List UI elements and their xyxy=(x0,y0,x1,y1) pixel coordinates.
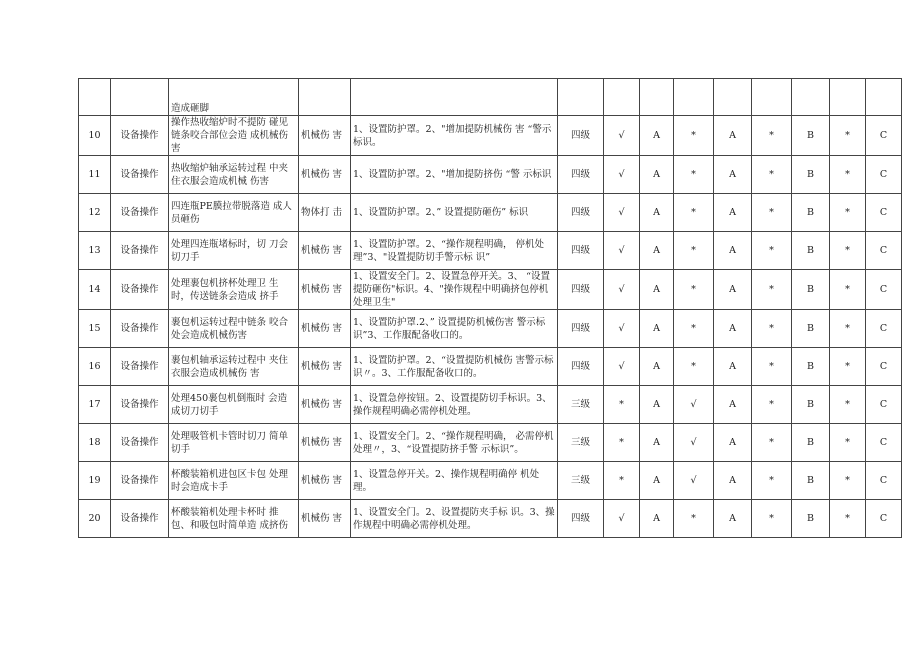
cell-mark: √ xyxy=(674,424,714,462)
cell-level: 四级 xyxy=(558,194,604,232)
cell-mark: A xyxy=(640,424,674,462)
cell-level: 四级 xyxy=(558,156,604,194)
cell-mark: * xyxy=(830,386,866,424)
cell-harm: 机械伤 害 xyxy=(299,462,351,500)
cell-mark: A xyxy=(714,156,752,194)
cell-measure: 1、设置安全门。2、设置急停开关。3、 “设置提防砸伤"标识。4、"操作规程中明确挤包停机处理卫生" xyxy=(351,270,558,310)
cell-harm: 机械伤 害 xyxy=(299,116,351,156)
cell-mark: B xyxy=(792,500,830,538)
cell-mark: B xyxy=(792,270,830,310)
cell-mark xyxy=(640,79,674,116)
cell-harm: 机械伤 害 xyxy=(299,310,351,348)
cell-mark: B xyxy=(792,194,830,232)
cell-mark: * xyxy=(830,424,866,462)
cell-mark xyxy=(714,79,752,116)
cell-mark: A xyxy=(714,462,752,500)
cell-measure: 1、设置安全门。2、“操作规程明确， 必需停机处理〃，3、“设置提防挤手警 示标识”。 xyxy=(351,424,558,462)
cell-mark: B xyxy=(792,116,830,156)
cell-no: 18 xyxy=(79,424,111,462)
cell-mark: A xyxy=(714,116,752,156)
cell-no: 14 xyxy=(79,270,111,310)
table-row xyxy=(79,424,902,462)
table-row xyxy=(79,194,902,232)
risk-assessment-table xyxy=(78,78,902,538)
cell-mark: * xyxy=(674,116,714,156)
cell-mark: √ xyxy=(604,232,640,270)
cell-type xyxy=(111,79,169,116)
cell-mark: * xyxy=(604,386,640,424)
cell-hazard-desc: 处理裹包机挤杯处理卫 生时，传送链条会造成 挤手 xyxy=(169,270,299,310)
cell-mark xyxy=(674,79,714,116)
cell-harm: 机械伤 害 xyxy=(299,348,351,386)
cell-type: 设备操作 xyxy=(111,156,169,194)
cell-mark: A xyxy=(714,500,752,538)
cell-mark: C xyxy=(866,232,902,270)
cell-mark: A xyxy=(640,348,674,386)
cell-level: 三级 xyxy=(558,386,604,424)
cell-hazard-desc: 热收缩炉轴承运转过程 中夹住衣服会造成机械 伤害 xyxy=(169,156,299,194)
cell-mark: A xyxy=(714,232,752,270)
cell-level: 三级 xyxy=(558,424,604,462)
cell-mark: C xyxy=(866,116,902,156)
cell-no: 13 xyxy=(79,232,111,270)
cell-mark: √ xyxy=(604,500,640,538)
cell-level: 四级 xyxy=(558,232,604,270)
cell-type: 设备操作 xyxy=(111,116,169,156)
cell-hazard-desc: 处理450裹包机倒瓶时 会造成切刀切手 xyxy=(169,386,299,424)
cell-type: 设备操作 xyxy=(111,232,169,270)
cell-measure: 1、设置急停开关。2、操作规程明确停 机处理。 xyxy=(351,462,558,500)
cell-no: 10 xyxy=(79,116,111,156)
cell-no xyxy=(79,79,111,116)
cell-mark: √ xyxy=(604,270,640,310)
cell-mark: * xyxy=(752,194,792,232)
cell-mark: A xyxy=(714,194,752,232)
cell-hazard-desc: 造成砸脚 xyxy=(169,79,299,116)
cell-hazard-desc: 杯酸装箱机进包区卡包 处理时会造成卡手 xyxy=(169,462,299,500)
cell-mark: * xyxy=(752,310,792,348)
cell-type: 设备操作 xyxy=(111,270,169,310)
cell-mark: * xyxy=(752,116,792,156)
cell-measure: 1、设置防护罩.2、” 设置提防机械伤害 警示标识”3、工作服配备收口的。 xyxy=(351,310,558,348)
cell-mark xyxy=(792,79,830,116)
cell-mark: B xyxy=(792,386,830,424)
cell-mark: B xyxy=(792,462,830,500)
cell-mark: C xyxy=(866,270,902,310)
cell-mark: A xyxy=(640,270,674,310)
cell-measure: 1、设置防护罩。2、"增加提防机械伤 害 “警示标识。 xyxy=(351,116,558,156)
cell-measure: 1、设置防护罩。2、“设置提防机械伤 害警示标识〃。3、工作服配备收口的。 xyxy=(351,348,558,386)
cell-mark: C xyxy=(866,424,902,462)
cell-mark: B xyxy=(792,232,830,270)
cell-mark: C xyxy=(866,310,902,348)
cell-mark: C xyxy=(866,156,902,194)
cell-measure: 1、设置防护罩。2、” 设置提防砸伤” 标识 xyxy=(351,194,558,232)
cell-no: 16 xyxy=(79,348,111,386)
table-row xyxy=(79,386,902,424)
table-row xyxy=(79,462,902,500)
cell-hazard-desc: 裹包机轴承运转过程中 夹住衣服会造成机械伤 害 xyxy=(169,348,299,386)
cell-harm xyxy=(299,79,351,116)
cell-mark: C xyxy=(866,194,902,232)
cell-hazard-desc: 杯酸装箱机处理卡杯时 推包、和吸包时简单造 成挤伤 xyxy=(169,500,299,538)
cell-measure: 1、设置急停按钮。2、设置提防切手标识。3、操作规程明确必需停机处理。 xyxy=(351,386,558,424)
cell-mark: * xyxy=(830,194,866,232)
cell-mark: * xyxy=(604,462,640,500)
cell-hazard-desc: 处理四连瓶堵标时，切 刀会切刀手 xyxy=(169,232,299,270)
cell-mark: C xyxy=(866,462,902,500)
cell-mark: A xyxy=(640,156,674,194)
cell-mark: * xyxy=(752,270,792,310)
cell-mark xyxy=(866,79,902,116)
cell-mark: * xyxy=(752,386,792,424)
cell-level: 四级 xyxy=(558,310,604,348)
cell-type: 设备操作 xyxy=(111,424,169,462)
cell-type: 设备操作 xyxy=(111,310,169,348)
cell-mark xyxy=(830,79,866,116)
table-row xyxy=(79,270,902,310)
cell-mark: A xyxy=(640,310,674,348)
cell-mark: A xyxy=(640,194,674,232)
cell-measure: 1、设置防护罩。2、"增加提防挤伤 “警 示标识 xyxy=(351,156,558,194)
table-row xyxy=(79,500,902,538)
table-row xyxy=(79,232,902,270)
cell-mark: * xyxy=(830,310,866,348)
cell-mark: √ xyxy=(604,116,640,156)
cell-mark: A xyxy=(640,386,674,424)
cell-mark: A xyxy=(640,232,674,270)
cell-no: 15 xyxy=(79,310,111,348)
cell-harm: 机械伤 害 xyxy=(299,156,351,194)
cell-no: 11 xyxy=(79,156,111,194)
cell-mark: A xyxy=(714,270,752,310)
cell-harm: 机械伤 害 xyxy=(299,270,351,310)
cell-mark: * xyxy=(674,194,714,232)
cell-mark: √ xyxy=(674,386,714,424)
cell-measure: 1、设置防护罩。2、“操作规程明确， 停机处理”3、"设置提防切手警示标 识” xyxy=(351,232,558,270)
cell-mark: √ xyxy=(674,462,714,500)
cell-mark: C xyxy=(866,500,902,538)
cell-mark: * xyxy=(674,500,714,538)
table-row xyxy=(79,116,902,156)
cell-level: 三级 xyxy=(558,462,604,500)
cell-mark: * xyxy=(674,232,714,270)
cell-mark: B xyxy=(792,348,830,386)
cell-mark: * xyxy=(674,156,714,194)
cell-mark: A xyxy=(714,310,752,348)
cell-mark: A xyxy=(640,500,674,538)
cell-level: 四级 xyxy=(558,270,604,310)
cell-mark: √ xyxy=(604,348,640,386)
cell-mark: * xyxy=(830,156,866,194)
cell-mark: B xyxy=(792,156,830,194)
cell-no: 19 xyxy=(79,462,111,500)
cell-mark: A xyxy=(714,424,752,462)
cell-hazard-desc: 操作热收缩炉时不提防 碰见链条咬合部位会造 成机械伤害 xyxy=(169,116,299,156)
cell-mark: * xyxy=(752,156,792,194)
cell-level xyxy=(558,79,604,116)
cell-level: 四级 xyxy=(558,348,604,386)
table-row xyxy=(79,310,902,348)
table-row-continued xyxy=(79,79,902,116)
cell-level: 四级 xyxy=(558,500,604,538)
cell-harm: 机械伤 害 xyxy=(299,386,351,424)
cell-measure: 1、设置安全门。2、设置提防夹手标 识。3、操作规程中明确必需停机处理。 xyxy=(351,500,558,538)
cell-type: 设备操作 xyxy=(111,348,169,386)
cell-mark xyxy=(752,79,792,116)
cell-mark: √ xyxy=(604,194,640,232)
cell-mark: * xyxy=(752,424,792,462)
cell-mark: * xyxy=(752,462,792,500)
cell-mark: * xyxy=(830,462,866,500)
cell-mark: * xyxy=(674,348,714,386)
cell-harm: 机械伤 害 xyxy=(299,424,351,462)
cell-type: 设备操作 xyxy=(111,194,169,232)
cell-mark: A xyxy=(714,386,752,424)
cell-level: 四级 xyxy=(558,116,604,156)
cell-mark: B xyxy=(792,424,830,462)
cell-mark: * xyxy=(752,348,792,386)
cell-hazard-desc: 四连瓶PE膜拉带脱落造 成人员砸伤 xyxy=(169,194,299,232)
cell-measure xyxy=(351,79,558,116)
cell-mark xyxy=(604,79,640,116)
cell-mark: C xyxy=(866,348,902,386)
cell-mark: * xyxy=(674,270,714,310)
cell-mark: A xyxy=(640,462,674,500)
cell-mark: √ xyxy=(604,156,640,194)
cell-mark: * xyxy=(830,348,866,386)
cell-mark: * xyxy=(674,310,714,348)
cell-hazard-desc: 裹包机运转过程中链条 咬合处会造成机械伤害 xyxy=(169,310,299,348)
cell-mark: A xyxy=(640,116,674,156)
cell-mark: * xyxy=(830,270,866,310)
cell-no: 20 xyxy=(79,500,111,538)
cell-harm: 物体打 击 xyxy=(299,194,351,232)
cell-mark: * xyxy=(604,424,640,462)
cell-no: 17 xyxy=(79,386,111,424)
cell-hazard-desc: 处理吸管机卡管时切刀 简单切手 xyxy=(169,424,299,462)
cell-type: 设备操作 xyxy=(111,386,169,424)
cell-mark: * xyxy=(752,232,792,270)
cell-no: 12 xyxy=(79,194,111,232)
cell-mark: * xyxy=(830,500,866,538)
table-row xyxy=(79,348,902,386)
cell-mark: * xyxy=(752,500,792,538)
cell-harm: 机械伤 害 xyxy=(299,232,351,270)
cell-mark: A xyxy=(714,348,752,386)
cell-mark: B xyxy=(792,310,830,348)
cell-mark: * xyxy=(830,232,866,270)
cell-type: 设备操作 xyxy=(111,500,169,538)
cell-type: 设备操作 xyxy=(111,462,169,500)
cell-mark: * xyxy=(830,116,866,156)
cell-harm: 机械伤 害 xyxy=(299,500,351,538)
cell-mark: √ xyxy=(604,310,640,348)
cell-mark: C xyxy=(866,386,902,424)
table-row xyxy=(79,156,902,194)
